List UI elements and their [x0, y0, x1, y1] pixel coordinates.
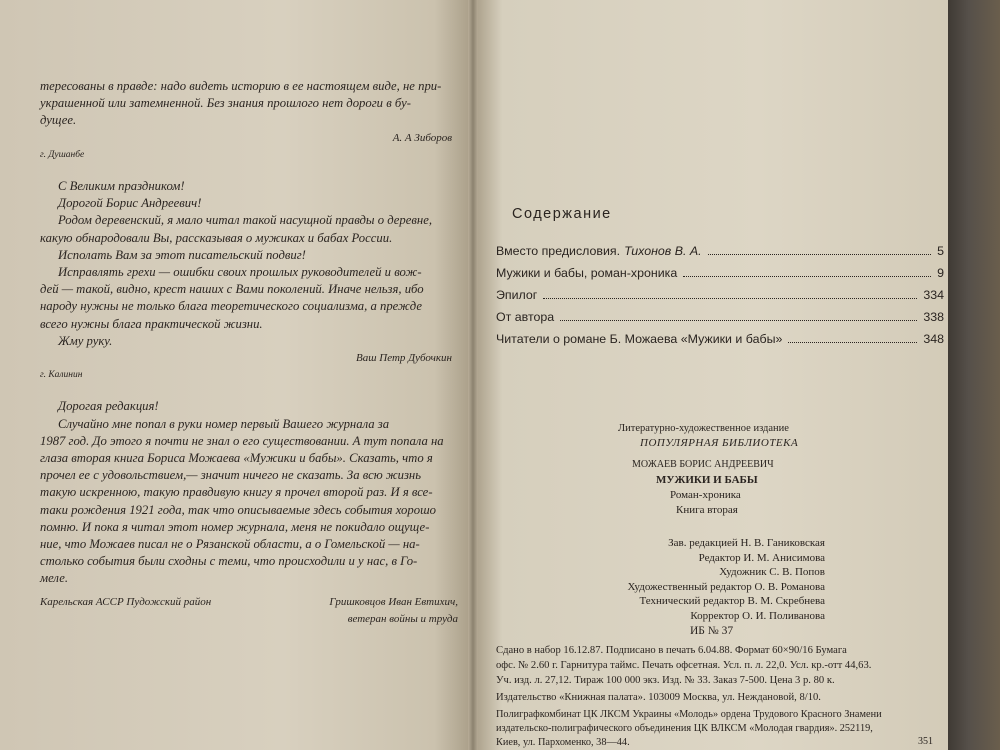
text-line: С Великим праздником!: [58, 179, 185, 194]
text-line: народу нужны не только блага теоретического социализма, а прежде: [40, 299, 423, 314]
publisher-line: Издательство «Книжная палата». 103009 Москва, ул. Неждановой, 8/10.: [496, 692, 821, 703]
text-line: Дорогая редакция!: [58, 399, 159, 414]
staff-line: Технический редактор В. М. Скребнева: [639, 595, 825, 607]
toc-entry-page: 348: [923, 332, 944, 346]
series-name: ПОПУЛЯРНАЯ БИБЛИОТЕКА: [640, 437, 799, 449]
text-line: дущее.: [40, 113, 77, 128]
book-spine: [468, 0, 478, 750]
toc-heading: Содержание: [512, 206, 612, 222]
text-line: дей — такой, видно, крест наших с Вами поколений. Иначе нельзя, ибо: [40, 282, 424, 297]
text-line: помню. И пока я читал этот номер журнала, меня не покидало ощуще-: [40, 519, 430, 534]
imprint-staff: [560, 536, 825, 623]
toc-entry-title: От автора: [496, 310, 555, 324]
signature-name: Гришковцов Иван Евтихич,: [329, 595, 458, 608]
text-line: ние, что Можаев писал не о Рязанской области, а о Гомельской — на-: [40, 537, 420, 552]
toc-leader-dots: [543, 298, 917, 299]
text-line: Случайно мне попал в руки номер первый Вашего журнала за: [58, 416, 390, 431]
toc-entry-page: 9: [937, 266, 944, 280]
text-line: таки рождения 1921 года, так что описываемые здесь события хорошо: [40, 502, 437, 517]
text-line: всего нужны блага практической жизни.: [40, 316, 263, 331]
toc-entry: [496, 288, 944, 310]
table-of-contents: [496, 244, 944, 354]
toc-entry-title: Мужики и бабы, роман-хроника: [496, 266, 678, 280]
toc-leader-dots: [788, 342, 917, 343]
text-line: 1987 год. До этого я почти не знал о его существовании. А тут попала на: [40, 433, 444, 448]
text-line: Исправлять грехи — ошибки своих прошлых руководителей и вож-: [58, 265, 422, 280]
text-line: украшенной или затемненной. Без знания прошлого нет дороги в бу-: [40, 96, 411, 111]
text-line: столько события были сходны с теми, что происходили и у нас, в Го-: [40, 554, 418, 569]
signature-place: г. Душанбе: [40, 149, 85, 160]
staff-line: Зав. редакцией Н. В. Ганиковская: [668, 537, 825, 549]
book-genre: Роман-хроника: [670, 489, 741, 501]
signature-place: Карельская АССР Пудожский район: [40, 595, 212, 608]
text-line: прочел ее с удовольствием,— значит ничего не сказать. За всю жизнь: [40, 468, 421, 483]
staff-line: Редактор И. М. Анисимова: [698, 551, 825, 564]
toc-entry-title: Вместо предисловия.: [496, 244, 621, 258]
book-volume: Книга вторая: [676, 504, 738, 516]
text-line: Дорогой Борис Андреевич!: [58, 196, 202, 211]
toc-entry-page: 338: [923, 310, 944, 324]
toc-entry: [496, 310, 944, 332]
printer-line: Полиграфкомбинат ЦК ЛКСМ Украины «Молодь» ордена Трудового Красного Знамени: [496, 709, 882, 720]
toc-entry: [496, 244, 944, 266]
book-title: МУЖИКИ И БАБЫ: [656, 474, 758, 486]
toc-entry-page: 334: [923, 288, 944, 302]
printer-line: издательско-полиграфического объединения ЦК ВЛКСМ «Молодая гвардия». 252119,: [496, 723, 873, 734]
staff-line: Художник С. В. Попов: [719, 566, 825, 578]
page-number: 351: [918, 736, 933, 747]
toc-entry: [496, 332, 944, 354]
text-line: тересованы в правде: надо видеть историю в ее настоящем виде, не при-: [40, 79, 442, 93]
signature-name: А. А Зиборов: [392, 131, 452, 144]
text-line: Жму руку.: [58, 333, 113, 348]
toc-entry-title: Эпилог: [496, 288, 538, 302]
text-line: какую обнародовали Вы, рассказывая о мужиках и бабах России.: [40, 230, 393, 245]
staff-line: Художественный редактор О. В. Романова: [627, 580, 825, 593]
signature-title: ветеран войны и труда: [347, 612, 458, 625]
printer-line: Киев, ул. Пархоменко, 38—44.: [496, 737, 630, 748]
text-line: Родом деревенский, я мало читал такой насущной правды о деревне,: [58, 213, 432, 228]
toc-entry-author: Тихонов В. А.: [624, 244, 702, 258]
signature-place: г. Калинин: [40, 370, 83, 381]
text-line: такую искренною, такую правдивую книгу я прочел второй раз. И я все-: [40, 485, 433, 500]
toc-leader-dots: [708, 254, 932, 255]
toc-entry-page: 5: [937, 244, 944, 258]
toc-leader-dots: [683, 276, 931, 277]
edition-type: Литературно-художественное издание: [618, 423, 789, 434]
text-line: меле.: [40, 571, 69, 586]
left-page-text: [40, 78, 458, 628]
signature-name: Ваш Петр Дубочкин: [356, 352, 452, 365]
print-detail-line: Уч. изд. л. 27,12. Тираж 100 000 экз. Изд. № 33. Заказ 7-500. Цена 3 р. 80 к.: [496, 675, 835, 686]
book-author: МОЖАЕВ БОРИС АНДРЕЕВИЧ: [632, 459, 774, 470]
staff-line: Корректор О. И. Поливанова: [690, 609, 825, 622]
book-cover-board: [948, 0, 1000, 750]
text-line: глаза вторая книга Бориса Можаева «Мужики и бабы». Сказать, что я: [40, 451, 433, 466]
toc-leader-dots: [560, 320, 917, 321]
text-line: Исполать Вам за этот писательский подвиг!: [58, 247, 306, 262]
print-detail-line: офс. № 2.60 г. Гарнитура таймс. Печать офсетная. Усл. п. л. 22,0. Усл. кр.-отт 44,63.: [496, 660, 872, 671]
print-detail-line: Сдано в набор 16.12.87. Подписано в печать 6.04.88. Формат 60×90/16 Бумага: [496, 645, 847, 656]
toc-entry: [496, 266, 944, 288]
ib-number: ИБ № 37: [690, 625, 734, 637]
toc-entry-title: Читатели о романе Б. Можаева «Мужики и бабы»: [496, 332, 783, 346]
